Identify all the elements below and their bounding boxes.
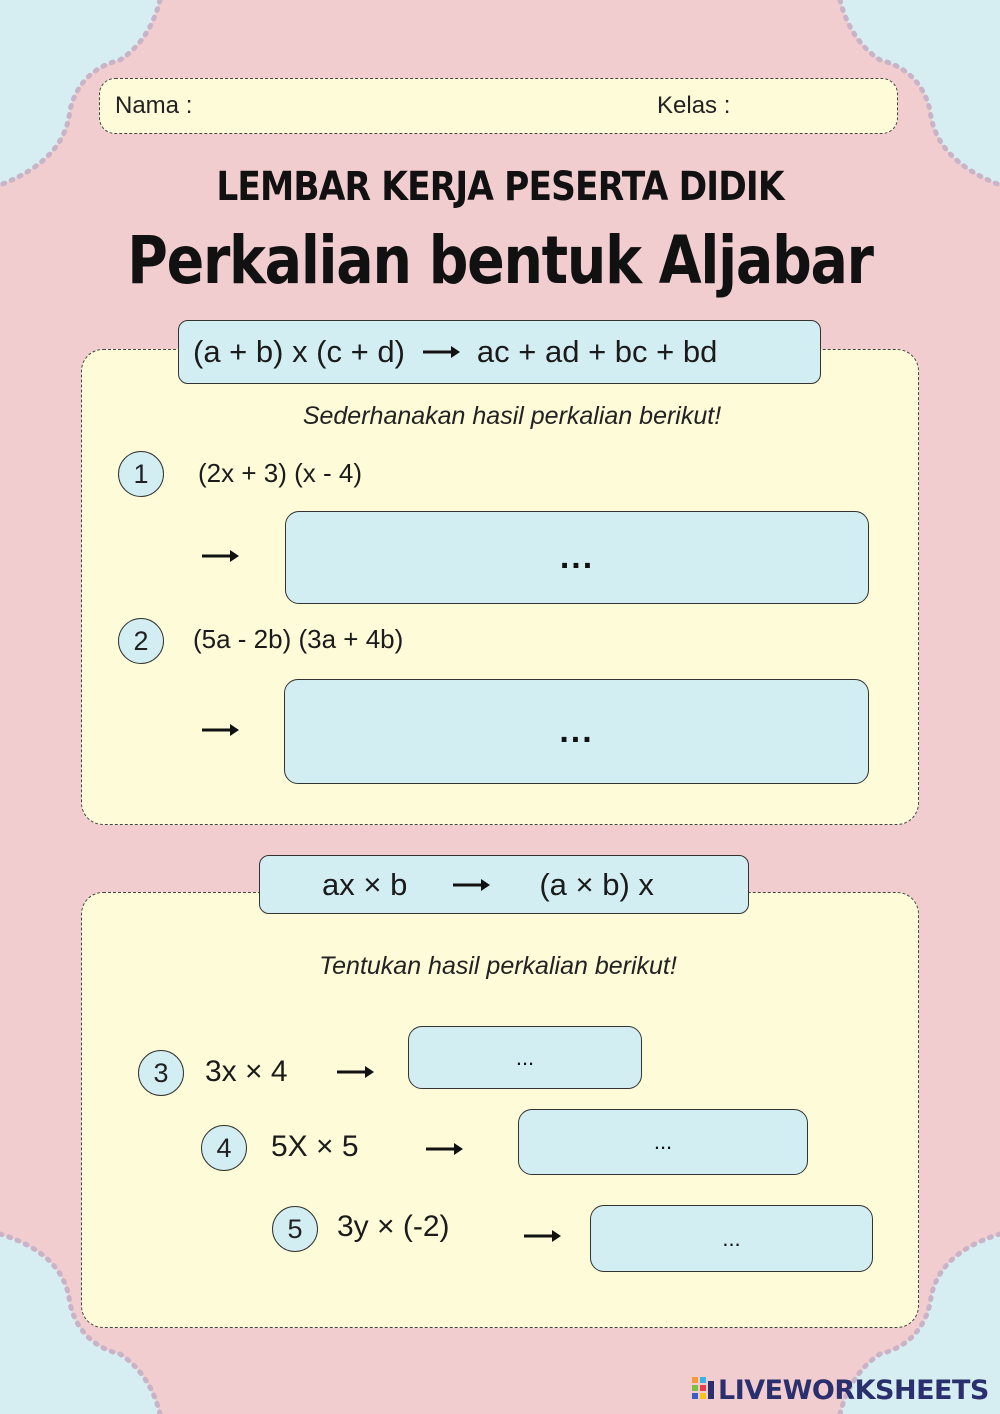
problem-4-number: 4 [201, 1125, 247, 1171]
brand-name: LIVEWORKSHEETS [718, 1374, 989, 1406]
problem-1-number: 1 [118, 451, 164, 497]
problem-5-expression: 3y × (-2) [337, 1210, 450, 1243]
section-2-instruction: Tentukan hasil perkalian berikut! [319, 952, 677, 980]
problem-1-expression: (2x + 3) (x - 4) [198, 458, 362, 488]
problem-3-answer-input[interactable]: ... [408, 1026, 642, 1089]
worksheet-title: Perkalian bentuk Aljabar [127, 222, 873, 299]
problem-2-number: 2 [118, 618, 164, 664]
right-arrow-icon [335, 1065, 375, 1079]
name-label: Nama : [115, 92, 193, 119]
section-2-formula-left: ax × b [322, 866, 408, 902]
problem-3-number: 3 [138, 1050, 184, 1096]
problem-3-expression: 3x × 4 [205, 1055, 288, 1088]
name-class-bar [99, 78, 898, 134]
problem-2-expression: (5a - 2b) (3a + 4b) [193, 624, 404, 654]
worksheet-subtitle: LEMBAR KERJA PESERTA DIDIK [216, 164, 784, 210]
class-label: Kelas : [657, 92, 731, 119]
right-arrow-icon [424, 1142, 464, 1156]
section-2-formula [259, 855, 749, 914]
problem-4-answer-input[interactable]: ... [518, 1109, 808, 1175]
brand [692, 1375, 989, 1405]
problem-5-answer-input[interactable]: ... [590, 1205, 873, 1272]
problem-2-answer-input[interactable]: ... [284, 679, 869, 784]
section-1-formula-left: (a + b) x (c + d) [193, 334, 405, 369]
section-2-formula-right: (a × b) x [539, 866, 654, 902]
problem-1-answer-input[interactable]: ... [285, 511, 869, 604]
section-1-instruction: Sederhanakan hasil perkalian berikut! [302, 402, 722, 430]
right-arrow-icon [522, 1229, 562, 1243]
section-1-formula [178, 320, 821, 384]
problem-5-number: 5 [272, 1206, 318, 1252]
liveworksheets-logo-icon [692, 1377, 714, 1403]
right-arrow-icon [200, 549, 240, 563]
right-arrow-icon [200, 723, 240, 737]
problem-4-expression: 5X × 5 [271, 1130, 359, 1163]
section-1-formula-right: ac + ad + bc + bd [476, 334, 718, 369]
right-arrow-icon [451, 878, 491, 892]
right-arrow-icon [421, 345, 461, 359]
